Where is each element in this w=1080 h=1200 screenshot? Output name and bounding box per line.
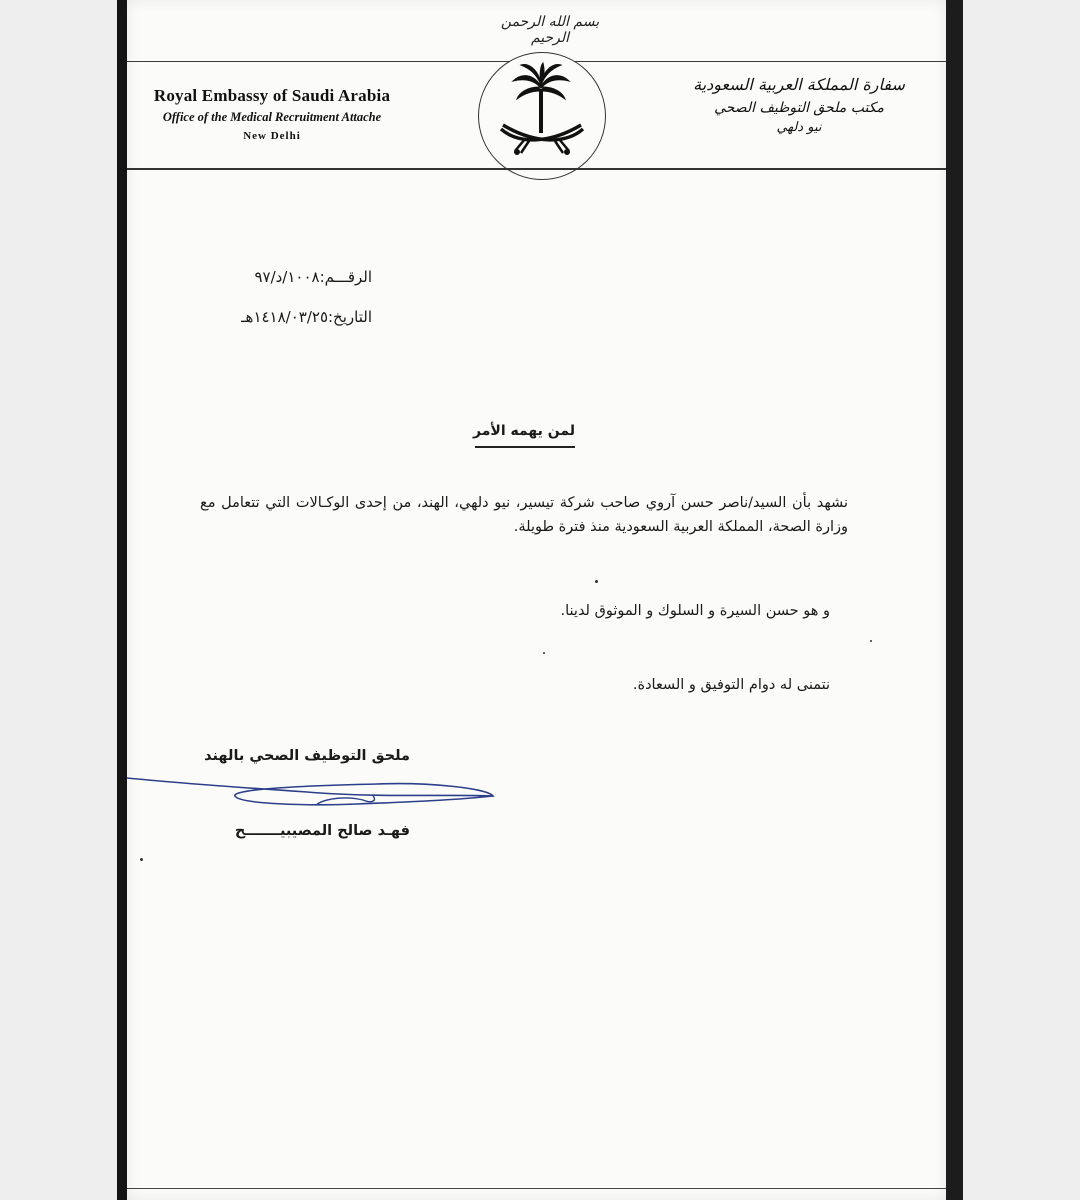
subject-underline (475, 446, 575, 448)
english-office-name: Office of the Medical Recruitment Attache (162, 110, 382, 124)
body-paragraph-1: نشهد بأن السيد/ناصر حسن آروي صاحب شركة تيسير، نيو دلهي، الهند، من إحدى الوكـالات التي تتعامل مع وزارة الصحة، المملكة العربية السعودية منذ فترة طويلة. (200, 495, 848, 535)
body-paragraph-2: و هو حسن السيرة و السلوك و الموثوق لدينا. (560, 603, 830, 619)
english-letterhead (127, 86, 417, 142)
scan-speck (543, 652, 545, 654)
saudi-emblem (478, 52, 606, 180)
scan-speck (870, 640, 872, 642)
arabic-office-name: مكتب ملحق التوظيف الصحي (714, 100, 884, 116)
signatory-title: ملحق التوظيف الصحي بالهند (204, 748, 410, 764)
basmala-text: بسم الله الرحمن الرحيم (500, 14, 600, 46)
english-embassy-title: Royal Embassy of Saudi Arabia (153, 86, 391, 105)
header-bottom-rule (127, 168, 946, 170)
english-city: New Delhi (243, 130, 301, 142)
body-paragraph-3: نتمنى له دوام التوفيق و السعادة. (632, 677, 830, 693)
saudi-palm-swords-emblem-icon (479, 53, 605, 179)
scan-speck (595, 580, 598, 583)
handwritten-signature (127, 760, 507, 820)
footer-rule (127, 1188, 946, 1189)
reference-number: الرقـــم:١٠٠٨/د/٩٧ (254, 268, 372, 286)
arabic-letterhead (655, 75, 943, 135)
arabic-embassy-title: سفارة المملكة العربية السعودية (693, 75, 905, 94)
signatory-name: فهـد صالح المصيبيـــــــح (234, 823, 410, 839)
arabic-city: نيو دلهي (776, 120, 822, 135)
scan-speck (140, 858, 143, 861)
letter-subject: لمن يهمه الأمر (473, 423, 575, 439)
page-edge-shadow (946, 0, 963, 1200)
reference-date: التاريخ:١٤١٨/٠٣/٢٥هـ (241, 308, 372, 326)
